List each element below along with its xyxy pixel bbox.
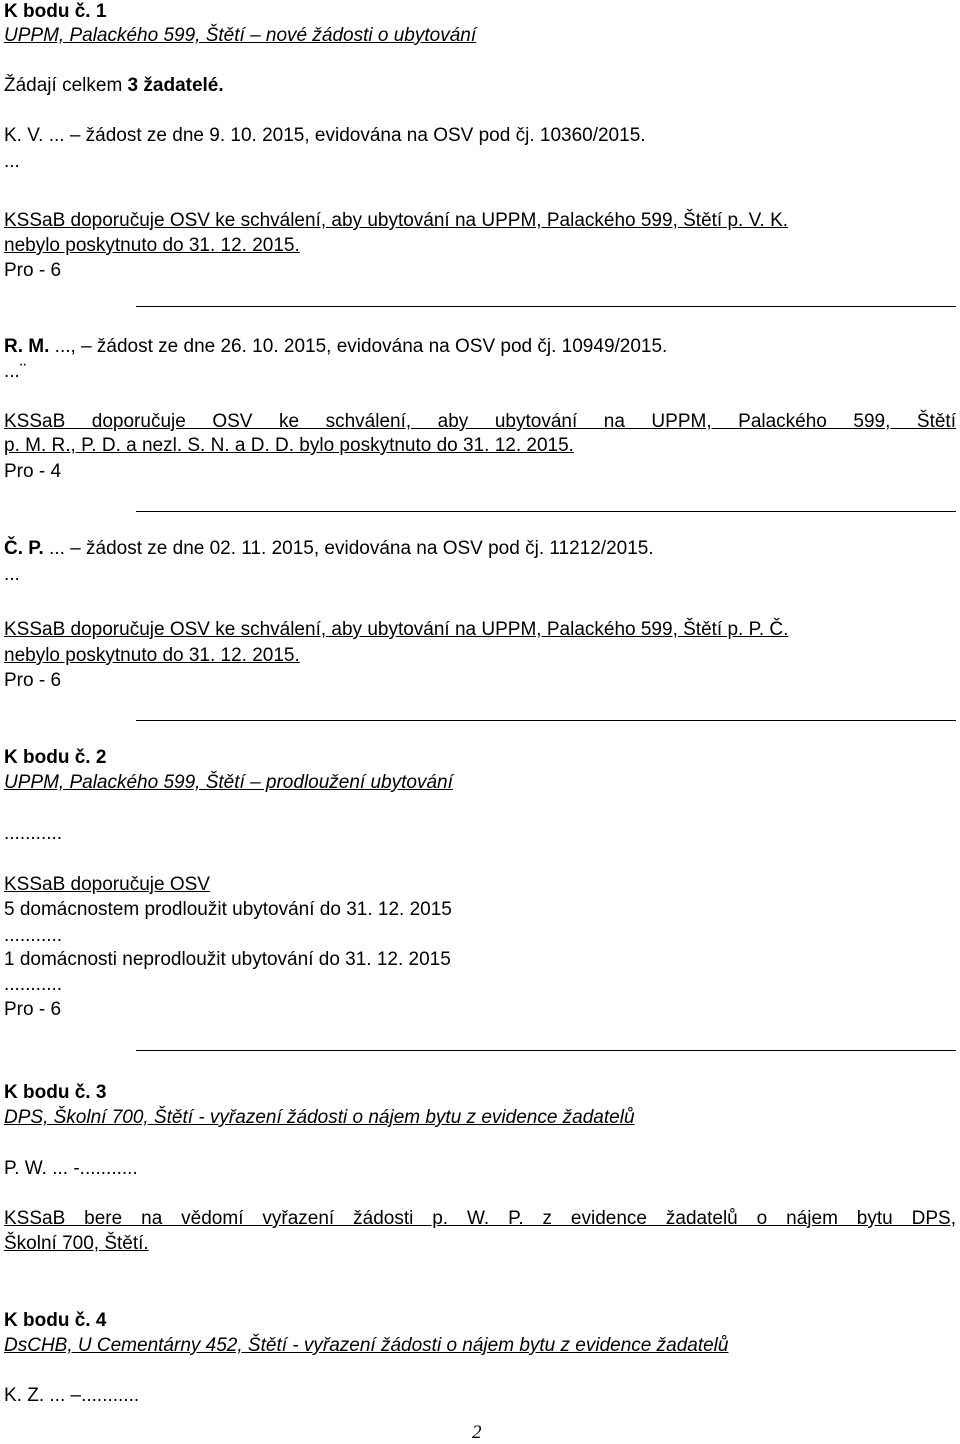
divider bbox=[136, 511, 956, 512]
total-applicants-count: 3 žadatelé. bbox=[127, 75, 224, 96]
section-2-vote: Pro - 6 bbox=[4, 999, 62, 1020]
section-4-heading: K bodu č. 4 bbox=[4, 1310, 107, 1331]
case-2-details: ..., – žádost ze dne 26. 10. 2015, evidována na OSV pod čj. 10949/2015. bbox=[49, 336, 668, 357]
total-applicants bbox=[4, 74, 224, 98]
case-2-dots: ...¨ bbox=[4, 361, 27, 382]
case-1-line: K. V. ... – žádost ze dne 9. 10. 2015, evidována na OSV pod čj. 10360/2015. bbox=[4, 125, 646, 146]
section-3-heading: K bodu č. 3 bbox=[4, 1082, 107, 1103]
section-2-subject: UPPM, Palackého 599, Štětí – prodloužení ubytování bbox=[4, 772, 453, 793]
section-1-subject: UPPM, Palackého 599, Štětí – nové žádosti o ubytování bbox=[4, 25, 477, 46]
case-1-vote: Pro - 6 bbox=[4, 260, 62, 281]
section-2-dots-3: ........... bbox=[4, 974, 63, 995]
total-applicants-prefix: Žádají celkem bbox=[4, 75, 128, 96]
section-2-resolution-head: KSSaB doporučuje OSV bbox=[4, 874, 210, 895]
section-4-subject: DsCHB, U Cementárny 452, Štětí - vyřazení žádosti o nájem bytu z evidence žadatelů bbox=[4, 1335, 729, 1356]
section-3-resolution-line2: Školní 700, Štětí. bbox=[4, 1233, 149, 1254]
section-3-subject: DPS, Školní 700, Štětí - vyřazení žádosti o nájem bytu z evidence žadatelů bbox=[4, 1107, 635, 1128]
case-2-vote: Pro - 4 bbox=[4, 461, 62, 482]
case-2-resolution-line1: KSSaB doporučuje OSV ke schválení, aby ubytování na UPPM, Palackého 599, Štětí bbox=[4, 411, 956, 432]
section-3-applicant: P. W. ... -........... bbox=[4, 1158, 138, 1179]
case-3-line bbox=[4, 537, 654, 561]
case-3-dots: ... bbox=[4, 564, 20, 585]
divider bbox=[136, 720, 956, 721]
case-1-resolution-line2: nebylo poskytnuto do 31. 12. 2015. bbox=[4, 235, 300, 256]
case-1-dots: ... bbox=[4, 151, 20, 172]
case-2-initials: R. M. bbox=[4, 336, 50, 357]
case-3-details: ... – žádost ze dne 02. 11. 2015, evidována na OSV pod čj. 11212/2015. bbox=[43, 538, 654, 559]
case-3-resolution-line2: nebylo poskytnuto do 31. 12. 2015. bbox=[4, 645, 300, 666]
section-2-heading: K bodu č. 2 bbox=[4, 747, 107, 768]
section-2-resolution-b: 1 domácnosti neprodloužit ubytování do 31. 12. 2015 bbox=[4, 949, 451, 970]
divider bbox=[136, 1050, 956, 1051]
section-2-dots-2: ........... bbox=[4, 925, 63, 946]
divider bbox=[136, 306, 956, 307]
page-number: 2 bbox=[472, 1422, 482, 1443]
section-2-resolution-a: 5 domácnostem prodloužit ubytování do 31. 12. 2015 bbox=[4, 899, 452, 920]
section-3-resolution-line1: KSSaB bere na vědomí vyřazení žádosti p. W. P. z evidence žadatelů o nájem bytu DPS, bbox=[4, 1208, 956, 1229]
case-3-vote: Pro - 6 bbox=[4, 670, 62, 691]
section-2-dots-1: ........... bbox=[4, 823, 63, 844]
section-4-applicant: K. Z. ... –........... bbox=[4, 1385, 140, 1406]
case-2-resolution-line2: p. M. R., P. D. a nezl. S. N. a D. D. bylo poskytnuto do 31. 12. 2015. bbox=[4, 435, 574, 456]
case-2-line bbox=[4, 335, 667, 359]
case-1-resolution-line1: KSSaB doporučuje OSV ke schválení, aby ubytování na UPPM, Palackého 599, Štětí p. V. K. bbox=[4, 210, 789, 231]
section-1-heading: K bodu č. 1 bbox=[4, 1, 107, 22]
case-3-resolution-line1: KSSaB doporučuje OSV ke schválení, aby ubytování na UPPM, Palackého 599, Štětí p. P. Č. bbox=[4, 619, 789, 640]
case-3-initials: Č. P. bbox=[4, 538, 44, 559]
